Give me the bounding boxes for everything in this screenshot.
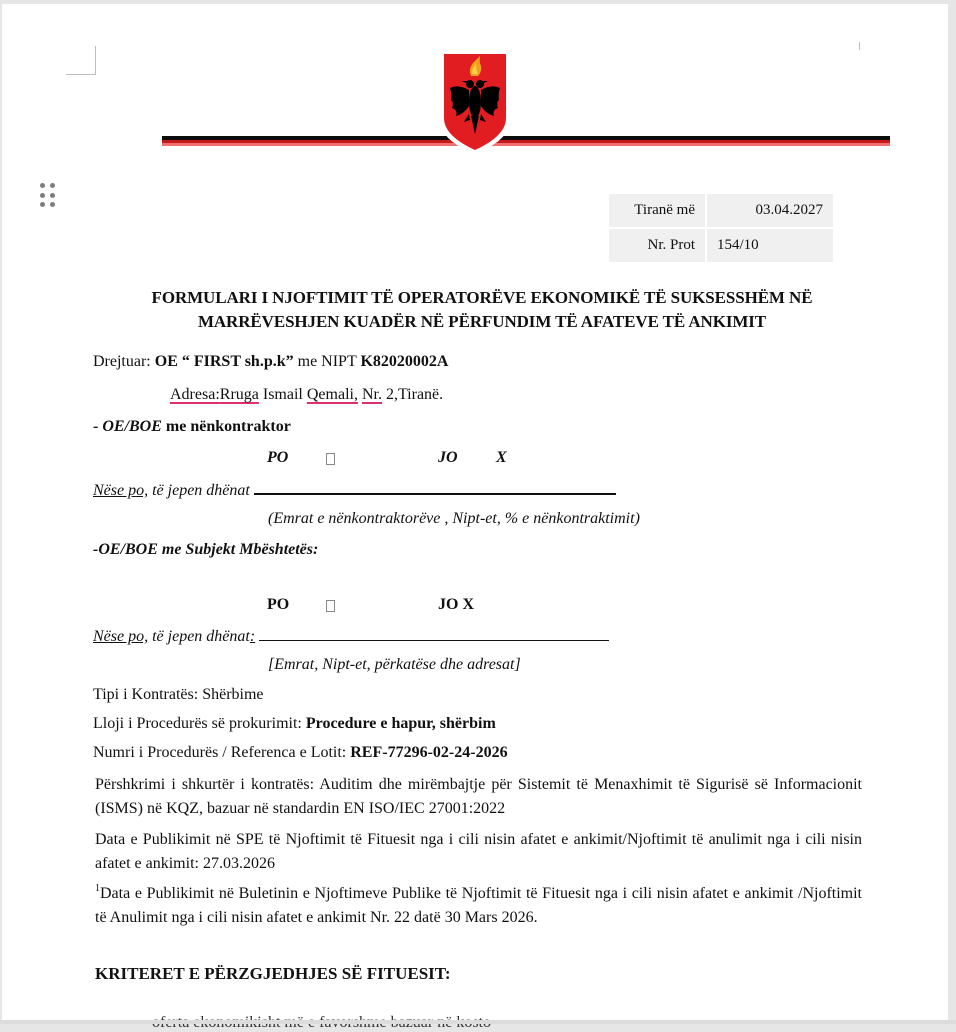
bulletin-publication-text: Data e Publikimit në Buletinin e Njoftimeve Publike të Njoftimit të Fituesit nga i cili nisin afatet e ankimit /Njoftimit të Anulimit nga i cili nisin afatet e ankimit Nr. 22 datë 30 Mars 2026. [95, 885, 862, 926]
address-name-part-2: Qemali, [306, 386, 358, 403]
document-title [82, 286, 882, 334]
jo-label: JO [438, 449, 458, 466]
addressee-name: OE “ FIRST sh.p.k” [154, 353, 294, 370]
footnote-mark[interactable]: 1 [95, 883, 100, 894]
support-details-blank[interactable] [259, 640, 609, 641]
support-hint: [Emrat, Nipt-et, përkatëse dhe adresat] [268, 656, 521, 673]
title-line-1: FORMULARI I NJOFTIMIT TË OPERATORËVE EKONOMIKË TË SUKSESSHËM NË [151, 288, 813, 307]
selection-criteria-heading: KRITERET E PËRZGJEDHJES SË FITUESIT: [95, 964, 451, 983]
address-street: Rruga [219, 386, 259, 403]
subcontractor-jo-mark: X [496, 449, 507, 466]
address-line [170, 386, 443, 404]
procedure-ref-line [93, 744, 508, 762]
contract-type-value: Shërbime [202, 686, 264, 703]
nipt-value: K82020002A [360, 353, 449, 370]
subcontractor-jo-option [438, 449, 458, 467]
address-label: Adresa: [170, 386, 220, 403]
date-protocol-table [607, 192, 835, 264]
margin-corner-mark [66, 46, 96, 75]
oe-boe-label: OE/BOE [102, 418, 162, 435]
contract-type-label: Tipi i Kontratës: [93, 686, 203, 703]
subcontractor-details-line [93, 482, 616, 500]
subcontractor-hint: (Emrat e nënkontraktorëve , Nipt-et, % e nënkontraktimit) [268, 510, 640, 527]
support-po-option: PO [267, 596, 290, 613]
drag-handle-icon[interactable] [40, 183, 56, 209]
address-rest: 2,Tiranë. [381, 386, 444, 403]
procedure-type-value: Procedure e hapur, shërbim [305, 715, 496, 732]
date-label: Tiranë më [609, 194, 705, 227]
protocol-label: Nr. Prot [609, 229, 705, 262]
dash: - [93, 418, 103, 435]
protocol-value: 154/10 [707, 229, 833, 262]
address-number-label: Nr. [361, 386, 382, 403]
contract-type-line [93, 686, 264, 704]
date-value: 03.04.2027 [707, 194, 833, 227]
support-po-checkbox[interactable] [326, 600, 335, 612]
procedure-ref-label: Numri i Procedurës / Referenca e Lotit: [93, 744, 351, 761]
colon: : [249, 628, 256, 645]
po-checkbox[interactable] [326, 453, 335, 465]
support-entity-heading: -OE/BOE me Subjekt Mbështetës: [93, 541, 319, 558]
if-yes-label: Nëse po, [93, 628, 149, 645]
header-tricolor-band [162, 136, 890, 146]
title-line-2: MARRËVESHJEN KUADËR NË PËRFUNDIM TË AFATEVE TË ANKIMIT [197, 312, 767, 331]
subcontractor-heading [93, 418, 291, 436]
table-row [609, 194, 833, 227]
spe-publication-date: Data e Publikimit në SPE të Njoftimit të Fituesit nga i cili nisin afatet e ankimit/Njoftimit të anulimit nga i cili nisin afatet e ankimit: 27.03.2026 [95, 831, 862, 872]
document-page [2, 4, 948, 1020]
support-jo-option: JO X [438, 596, 474, 613]
nipt-label: me NIPT [293, 353, 361, 370]
if-yes-label: Nëse po, [93, 482, 149, 499]
bulletin-publication-date [95, 882, 862, 930]
page-bottom-edge [0, 1020, 956, 1024]
provide-data-label: të jepen dhënat [148, 482, 254, 499]
support-details-line [93, 628, 609, 646]
table-row [609, 229, 833, 262]
subcontractor-details-blank[interactable] [254, 493, 616, 495]
subcontractor-label: me nënkontraktor [161, 418, 291, 435]
procedure-type-line [93, 715, 496, 733]
address-name-part: Ismail [258, 386, 307, 403]
subcontractor-po-option [267, 449, 288, 467]
addressee-line [93, 353, 448, 371]
provide-data-label: të jepen dhënat [148, 628, 250, 645]
coat-of-arms-icon [438, 50, 512, 154]
margin-corner-mark-right [859, 42, 860, 50]
addressee-prefix: Drejtuar: [93, 353, 155, 370]
procedure-type-label: Lloji i Procedurës së prokurimit: [93, 715, 306, 732]
procedure-ref-value: REF-77296-02-24-2026 [350, 744, 508, 761]
contract-description: Përshkrimi i shkurtër i kontratës: Auditim dhe mirëmbajtje për Sistemit të Menaxhimit të Sigurisë së Informacionit (ISMS) në KQZ, bazuar në standardin EN ISO/IEC 27001:2022 [95, 776, 862, 817]
po-label: PO [267, 449, 289, 466]
